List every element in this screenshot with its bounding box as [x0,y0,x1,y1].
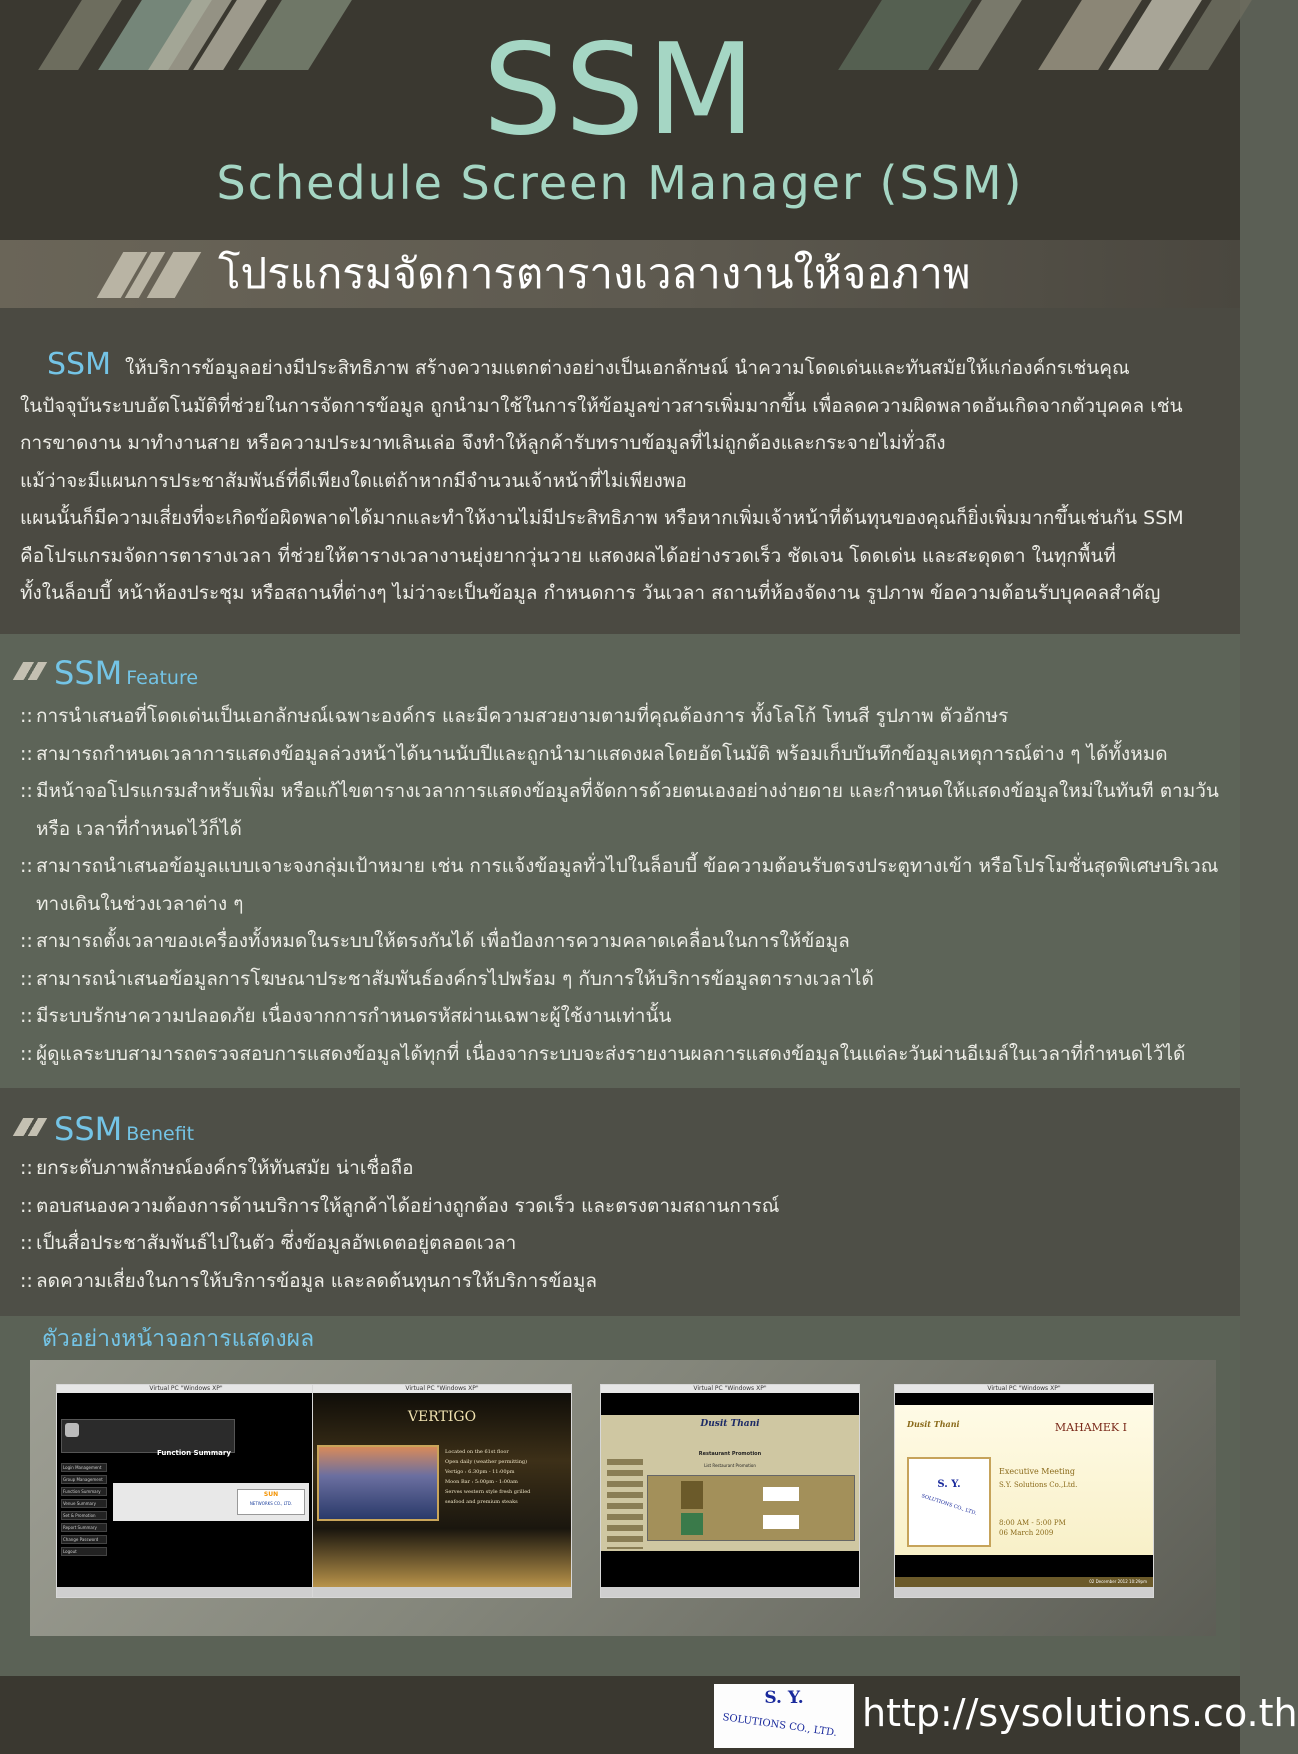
section-marker-icon [13,1118,47,1136]
feature-section [0,634,1240,1088]
example-screenshot-promotion: Virtual PC "Windows XP" Dusit Thani Restaurant Promotion List Restaurant Promotion [600,1384,860,1598]
benefit-heading: SSM Benefit [18,1110,194,1150]
intro-line: แม้ว่าจะมีแผนการประชาสัมพันธ์ที่ดีเพียงใดแต่ถ้าหากมีจำนวนเจ้าหน้าที่ไม่เพียงพอ [20,469,687,492]
intro-brand: SSM [47,347,111,382]
list-item: :: เป็นสื่อประชาสัมพันธ์ไปในตัว ซึ่งข้อมูลอัพเดตอยู่ตลอดเวลา [20,1232,517,1254]
intro-line: แผนนั้นก็มีความเสี่ยงที่จะเกิดข้อผิดพลาดได้มากและทำให้งานไม่มีประสิทธิภาพ หรือหากเพิ่มเจ้าหน้าที่ต้นทุนของคุณก็ยิ่งเพิ่มมากขึ้นเช่นกัน SSM [20,507,1184,529]
examples-title: ตัวอย่างหน้าจอการแสดงผล [42,1326,315,1352]
sy-solutions-logo: S. Y. SOLUTIONS CO., LTD. [714,1684,854,1748]
menu-item[interactable]: Venue Summary [61,1499,107,1508]
restaurant-photo [317,1445,439,1521]
header [0,0,1240,240]
list-item: :: สามารถกำหนดเวลาการแสดงข้อมูลล่วงหน้าได้นานนับปีและถูกนำมาแสดงผลโดยอัตโนมัติ พร้อมเก็บบันทึกข้อมูลเหตุการณ์ต่าง ๆ ได้ทั้งหมด [20,742,1168,765]
list-item: :: ตอบสนองความต้องการด้านบริการให้ลูกค้าได้อย่างถูกต้อง รวดเร็ว และตรงตามสถานการณ์ [20,1194,780,1217]
intro-line: SSM ให้บริการข้อมูลอย่างมีประสิทธิภาพ สร้างความแตกต่างอย่างเป็นเอกลักษณ์ นำความโดดเด่นและทันสมัยให้แก่องค์กรเช่นคุณ [47,347,1130,382]
menu-item[interactable]: Report Summary [61,1523,107,1532]
intro-line: ในปัจจุบันระบบอัตโนมัติที่ช่วยในการจัดการข้อมูล ถูกนำมาใช้ในการให้ข้อมูลข่าวสารเพิ่มมากขึ้น เพื่อลดความผิดพลาดอันเกิดจากตัวบุคคล เช่น [20,394,1183,417]
list-item: :: ผู้ดูแลระบบสามารถตรวจสอบการแสดงข้อมูลได้ทุกที่ เนื่องจากระบบจะส่งรายงานผลการแสดงข้อมูลในแต่ละวันผ่านอีเมล์ในเวลาที่กำหนดไว้ได้ [20,1042,1186,1065]
thai-title: โปรแกรมจัดการตารางเวลางานให้จอภาพ [218,249,971,298]
list-item: :: มีหน้าจอโปรแกรมสำหรับเพิ่ม หรือแก้ไขตารางเวลาการแสดงข้อมูลที่จัดการด้วยตนเองอย่างง่ายดาย และกำหนดให้แสดงข้อมูลใหม่ในทันที ตามวัน หรือ เวลาที่กำหนดไว้ก็ได้ [20,780,1219,840]
list-item: :: สามารถนำเสนอข้อมูลแบบเจาะจงกลุ่มเป้าหมาย เช่น การแจ้งข้อมูลทั่วไปในล็อบบี้ ข้อความต้อนรับตรงประตูทางเข้า หรือโปรโมชั่นสุดพิเศษบริเวณทางเดินในช่วงเวลาต่าง ๆ [20,855,1219,915]
menu-item[interactable]: Change Password [61,1535,107,1544]
list-item: :: สามารถนำเสนอข้อมูลการโฆษณาประชาสัมพันธ์องค์กรไปพร้อม ๆ กับการให้บริการข้อมูลตารางเวลาได้ [20,967,874,990]
thai-title-band [0,240,1240,308]
product-name: Schedule Screen Manager (SSM) [216,156,1024,210]
intro-text [20,346,1225,613]
benefit-section [0,1088,1240,1316]
examples-section [0,1316,1240,1676]
list-item: :: มีระบบรักษาความปลอดภัย เนื่องจากการกำหนดรหัสผ่านเฉพาะผู้ใช้งานเท่านั้น [20,1005,672,1027]
menu-item[interactable]: Group Management [61,1475,107,1484]
footer [0,1676,1298,1754]
intro-line: ทั้งในล็อบบี้ หน้าห้องประชุม หรือสถานที่ต่างๆ ไม่ว่าจะเป็นข้อมูล กำหนดการ วันเวลา สถานที่ห้องจัดงาน รูปภาพ ข้อความต้อนรับบุคคลสำคัญ [20,582,1161,604]
benefit-list [20,1150,1225,1300]
screenshot-gallery [30,1360,1216,1636]
website-link[interactable]: http://sysolutions.co.th [862,1691,1298,1735]
company-logo: S. Y. SOLUTIONS CO., LTD. [907,1457,991,1547]
hotel-logo-icon [65,1423,79,1437]
menu-item[interactable]: Logout [61,1547,107,1556]
intro-section [0,308,1240,634]
feature-heading: SSM Feature [18,654,198,694]
menu-item[interactable]: Function Summary [61,1487,107,1496]
list-item: :: ยกระดับภาพลักษณ์องค์กรให้ทันสมัย น่าเชื่อถือ [20,1157,414,1179]
list-item: :: การนำเสนอที่โดดเด่นเป็นเอกลักษณ์เฉพาะองค์กร และมีความสวยงามตามที่คุณต้องการ ทั้งโลโก้ โทนสี รูปภาพ ตัวอักษร [20,705,1009,727]
list-item: :: สามารถตั้งเวลาของเครื่องทั้งหมดในระบบให้ตรงกันได้ เพื่อป้องการความคลาดเคลื่อนในการให้ข้อมูล [20,930,850,952]
menu-item[interactable]: Login Management [61,1463,107,1472]
example-screenshot-vertigo: Virtual PC "Windows XP" VERTIGO Located on the 61st floor Open daily (weather permitting) Vertigo : 6.30pm - 11:00pm Moon Bar : 5:00pm - 1:00am Serves western style fresh grilled seafood and premium steaks [312,1384,572,1598]
logo-title: SSM [482,16,758,163]
example-screenshot-meeting: Virtual PC "Windows XP" Dusit Thani MAHAMEK I S. Y. SOLUTIONS CO., LTD. Executive Meeting S.Y. Solutions Co.,Ltd. 8:00 AM - 5:00 PM 06 March 2009 02 December 2012 10:29pm [894,1384,1154,1598]
menu-item[interactable]: Set & Promotion [61,1511,107,1520]
feature-list [20,698,1225,1073]
example-screenshot-admin: Virtual PC "Windows XP" Function Summary Login Management Group Management Function Summary Venue Summary Set & Promotion Report Summary Change Password Logout SUN NETWORKS CO., LTD. [56,1384,316,1598]
section-marker-icon [13,662,47,680]
list-item: :: ลดความเสี่ยงในการให้บริการข้อมูล และลดต้นทุนการให้บริการข้อมูล [20,1269,598,1292]
intro-line: การขาดงาน มาทำงานสาย หรือความประมาทเลินเล่อ จึงทำให้ลูกค้ารับทราบข้อมูลที่ไม่ถูกต้องและกระจายไม่ทั่วถึง [20,432,946,454]
intro-line: คือโปรแกรมจัดการตารางเวลา ที่ช่วยให้ตารางเวลางานยุ่งยากวุ่นวาย แสดงผลได้อย่างรวดเร็ว ชัดเจน โดดเด่น และสะดุดตา ในทุกพื้นที่ [20,544,1116,567]
